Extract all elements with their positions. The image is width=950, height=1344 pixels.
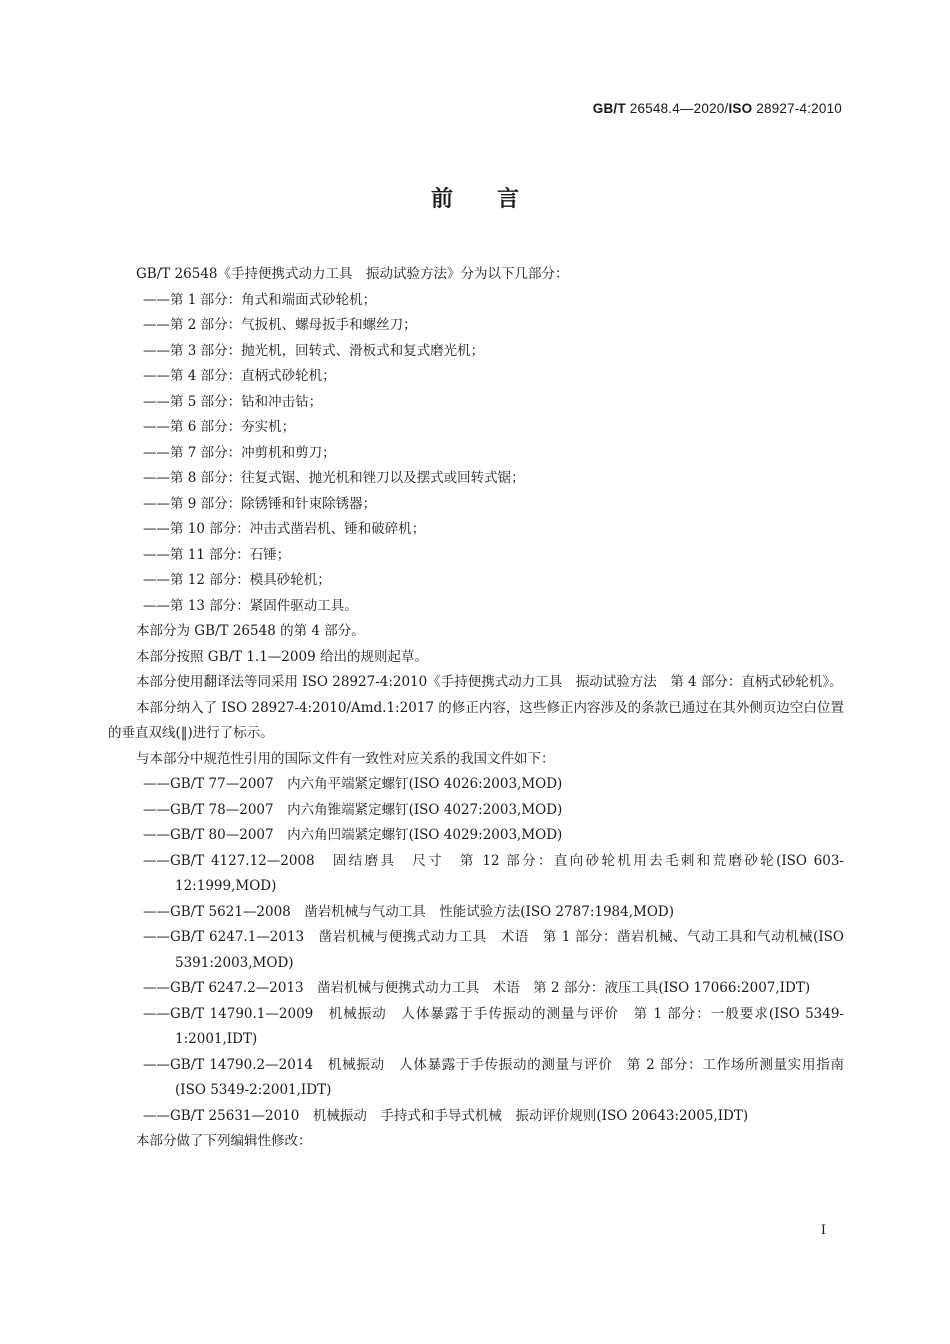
editorial-changes-intro: 本部分做了下列编辑性修改： [136, 1133, 312, 1149]
list-item: ——第 12 部分：模具砂轮机； [143, 572, 331, 588]
list-item: ——第 9 部分：除锈锤和针束除锈器； [143, 495, 377, 512]
list-item: ——第 7 部分：冲剪机和剪刀； [143, 444, 336, 461]
list-item: ——GB/T 4127.12—2008 固结磨具 尺寸 第 12 部分：直向砂轮机用去毛刺和荒磨砂轮(ISO 603-12:1999,MOD) [143, 852, 844, 894]
list-item: ——第 3 部分：抛光机，回转式、滑板式和复式磨光机； [143, 342, 485, 359]
part-statement: 本部分为 GB/T 26548 的第 4 部分。 [136, 623, 365, 639]
list-item: ——第 6 部分：夯实机； [143, 419, 296, 435]
list-item: ——第 11 部分：石锤； [143, 546, 291, 563]
list-item: ——GB/T 78—2007 内六角锥端紧定螺钉(ISO 4027:2003,MOD) [143, 801, 563, 818]
list-item: ——GB/T 77—2007 内六角平端紧定螺钉(ISO 4026:2003,MOD) [143, 776, 563, 792]
list-item: ——第 4 部分：直柄式砂轮机； [143, 368, 336, 384]
page-number: I [820, 1223, 826, 1238]
list-item: ——第 2 部分：气扳机、螺母扳手和螺丝刀； [143, 317, 417, 333]
list-item: ——第 5 部分：钻和冲击钻； [143, 393, 323, 410]
code-gbt: GB/T [592, 101, 626, 116]
standard-code-header [593, 101, 842, 116]
adoption-statement: 本部分使用翻译法等同采用 ISO 28927-4:2010《手持便携式动力工具 振动试验方法 第 4 部分：直柄式砂轮机》。 [136, 674, 843, 690]
list-item: ——第 10 部分：冲击式凿岩机、锤和破碎机； [143, 521, 426, 537]
list-item: ——GB/T 14790.2—2014 机械振动 人体暴露于手传振动的测量与评价 第 2 部分：工作场所测量实用指南(ISO 5349-2:2001,IDT) [143, 1056, 844, 1098]
list-item: ——GB/T 25631—2010 机械振动 手持式和手导式机械 振动评价规则(ISO 20643:2005,IDT) [143, 1107, 749, 1124]
list-item: ——第 13 部分：紧固件驱动工具。 [143, 597, 358, 614]
list-item: ——第 1 部分：角式和端面式砂轮机； [143, 291, 377, 308]
intro-paragraph: GB/T 26548《手持便携式动力工具 振动试验方法》分为以下几部分： [136, 266, 569, 282]
code-number: 26548.4—2020/ [629, 101, 729, 116]
list-item: ——GB/T 5621—2008 凿岩机械与气动工具 性能试验方法(ISO 2787:1984,MOD) [143, 903, 675, 920]
foreword-body [108, 262, 844, 1155]
parts-list [108, 288, 844, 620]
amendment-statement: 本部分纳入了 ISO 28927-4:2010/Amd.1:2017 的修正内容，这些修正内容涉及的条款已通过在其外侧页边空白位置的垂直双线(‖)进行了标示。 [108, 699, 844, 741]
list-item: ——GB/T 6247.2—2013 凿岩机械与便携式动力工具 术语 第 2 部分：液压工具(ISO 17066:2007,IDT) [143, 980, 811, 996]
list-item: ——GB/T 14790.1—2009 机械振动 人体暴露于手传振动的测量与评价 第 1 部分：一般要求(ISO 5349-1:2001,IDT) [143, 1005, 844, 1047]
references-list [108, 772, 844, 1129]
list-item: ——GB/T 80—2007 内六角凹端紧定螺钉(ISO 4029:2003,MOD) [143, 827, 563, 843]
code-iso: ISO [728, 101, 753, 116]
list-item: ——GB/T 6247.1—2013 凿岩机械与便携式动力工具 术语 第 1 部分：凿岩机械、气动工具和气动机械(ISO 5391:2003,MOD) [143, 929, 844, 971]
code-iso-number: 28927-4:2010 [756, 101, 842, 116]
list-item: ——第 8 部分：往复式锯、抛光机和锉刀以及摆式或回转式锯； [143, 470, 525, 486]
references-intro: 与本部分中规范性引用的国际文件有一致性对应关系的我国文件如下： [136, 750, 555, 767]
drafting-rule-statement: 本部分按照 GB/T 1.1—2009 给出的规则起草。 [136, 648, 428, 665]
page-title: 前言 [430, 187, 563, 212]
